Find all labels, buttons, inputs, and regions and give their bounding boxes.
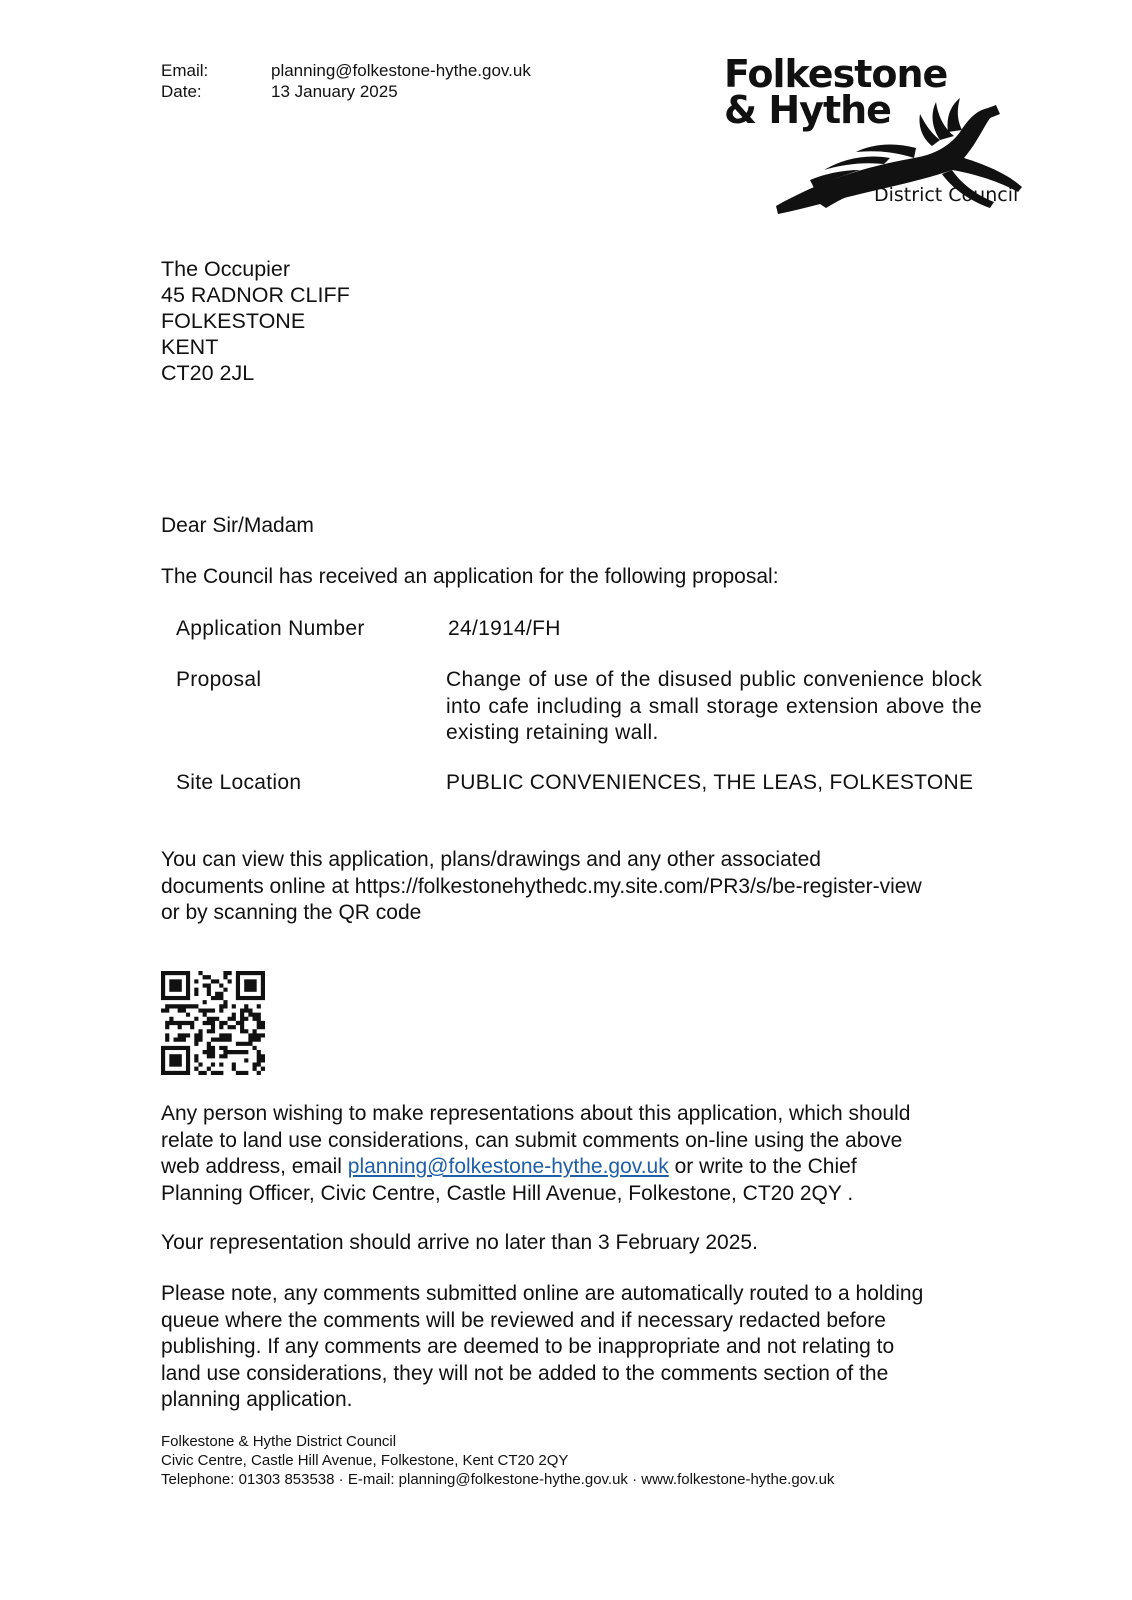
logo-title-line1: Folkestone <box>724 52 948 96</box>
footer-contact: Telephone: 01303 853538 · E-mail: planning@folkestone-hythe.gov.uk · www.folkestone-hythe.gov.uk <box>161 1471 835 1488</box>
paragraph-text: web address, email <box>161 1155 348 1178</box>
paragraph-line: Any person wishing to make representations about this application, which should <box>161 1102 911 1125</box>
paragraph-line: Please note, any comments submitted online are automatically routed to a holding <box>161 1282 924 1305</box>
site-location-label: Site Location <box>176 771 302 794</box>
address-line: 45 RADNOR CLIFF <box>161 283 350 307</box>
application-number-value: 24/1914/FH <box>448 617 561 640</box>
footer <box>161 1432 834 1489</box>
representations-paragraph <box>161 1101 910 1207</box>
council-logo <box>724 52 1024 216</box>
email-label: Email: <box>161 61 209 80</box>
intro-text: The Council has received an application for the following proposal: <box>161 565 779 588</box>
paragraph-line: publishing. If any comments are deemed to be inappropriate and not relating to <box>161 1335 895 1358</box>
paragraph-line: You can view this application, plans/drawings and any other associated <box>161 848 821 871</box>
address-line: The Occupier <box>161 257 291 281</box>
date-label: Date: <box>161 82 202 101</box>
address-line: KENT <box>161 335 219 359</box>
salutation: Dear Sir/Madam <box>161 514 314 537</box>
paragraph-text: or write to the Chief <box>668 1155 857 1178</box>
paragraph-line <box>161 1154 910 1181</box>
paragraph-line: land use considerations, they will not be added to the comments section of the <box>161 1361 889 1385</box>
logo-subtitle: District Council <box>874 184 1019 206</box>
site-location-value: PUBLIC CONVENIENCES, THE LEAS, FOLKESTONE <box>446 771 974 794</box>
email-value: planning@folkestone-hythe.gov.uk <box>271 61 531 80</box>
paragraph-line: relate to land use considerations, can submit comments on-line using the above <box>161 1128 903 1152</box>
paragraph-line: Planning Officer, Civic Centre, Castle Hill Avenue, Folkestone, CT20 2QY . <box>161 1181 854 1205</box>
footer-address: Civic Centre, Castle Hill Avenue, Folkestone, Kent CT20 2QY <box>161 1452 569 1469</box>
letter-header <box>161 60 531 102</box>
paragraph-line: or by scanning the QR code <box>161 901 422 924</box>
application-number-label: Application Number <box>176 617 365 640</box>
address-line: CT20 2JL <box>161 361 255 385</box>
view-online-paragraph <box>161 847 922 927</box>
planning-email-link[interactable]: planning@folkestone-hythe.gov.uk <box>347 1155 669 1178</box>
footer-council-name: Folkestone & Hythe District Council <box>161 1433 397 1450</box>
recipient-address <box>161 256 350 386</box>
proposal-value: Change of use of the disused public convenience block into cafe including a small storage extension above the existing retaining wall. <box>446 668 982 744</box>
paragraph-line: planning application. <box>161 1388 353 1411</box>
logo-title-line2: & Hythe <box>724 88 891 132</box>
deadline-text: Your representation should arrive no later than 3 February 2025. <box>161 1231 758 1254</box>
proposal-label: Proposal <box>176 668 262 691</box>
note-paragraph <box>161 1281 923 1414</box>
address-line: FOLKESTONE <box>161 309 306 333</box>
date-value: 13 January 2025 <box>271 82 398 101</box>
paragraph-line: queue where the comments will be reviewed and if necessary redacted before <box>161 1308 886 1332</box>
qr-code-icon[interactable] <box>161 971 265 1075</box>
paragraph-line: documents online at https://folkestonehythedc.my.site.com/PR3/s/be-register-view <box>161 874 922 898</box>
